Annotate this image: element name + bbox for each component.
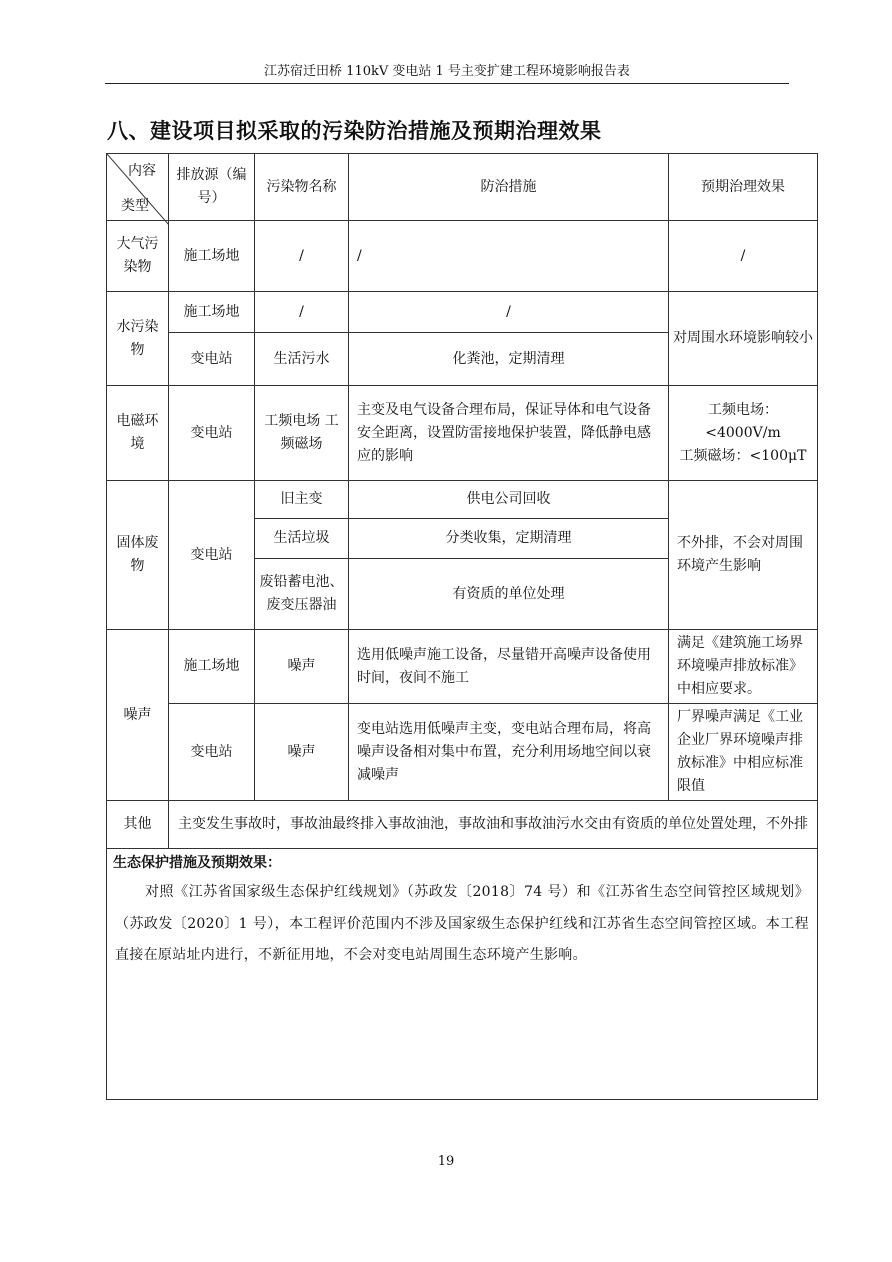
solid-measures-2: 分类收集，定期清理 xyxy=(349,519,669,559)
em-effect-line3: 工频磁场：<100μT xyxy=(679,447,807,464)
table-row-water-1 xyxy=(107,292,818,333)
em-effect-line1: 工频电场： xyxy=(708,401,778,418)
water-effect: 对周围水环境影响较小 xyxy=(669,292,818,386)
noise-pollutant-2: 噪声 xyxy=(255,704,349,801)
air-source: 施工场地 xyxy=(169,221,255,292)
other-text: 主变发生事故时，事故油最终排入事故油池，事故油和事故油污水交由有资质的单位处置处理，不外排 xyxy=(169,801,818,849)
solid-pollutant-3: 废铅蓄电池、废变压器油 xyxy=(255,559,349,630)
solid-source: 变电站 xyxy=(169,481,255,630)
water-pollutant-1: / xyxy=(255,292,349,333)
solid-pollutant-1: 旧主变 xyxy=(255,481,349,519)
header-source: 排放源（编号） xyxy=(169,154,255,221)
air-effect: / xyxy=(669,221,818,292)
em-measures: 主变及电气设备合理布局，保证导体和电气设备安全距离，设置防雷接地保护装置，降低静电感应的影响 xyxy=(349,386,669,481)
em-effect-line2: <4000V/m xyxy=(705,424,781,441)
table-row-air xyxy=(107,221,818,292)
water-source-1: 施工场地 xyxy=(169,292,255,333)
eco-body: 对照《江苏省国家级生态保护红线规划》（苏政发〔2018〕74 号）和《江苏省生态空间管控区域规划》（苏政发〔2020〕1 号），本工程评价范围内不涉及国家级生态保护红线和江苏省生态空间管控区域。本工程直接在原站址内进行，不新征用地，不会对变电站周围生态环境产生影响。 xyxy=(115,884,809,963)
em-pollutant: 工频电场 工频磁场 xyxy=(255,386,349,481)
table-row-other xyxy=(107,801,818,849)
header-measures: 防治措施 xyxy=(349,154,669,221)
water-pollutant-2: 生活污水 xyxy=(255,333,349,386)
eco-title: 生态保护措施及预期效果： xyxy=(113,855,281,871)
water-source-2: 变电站 xyxy=(169,333,255,386)
solid-pollutant-2: 生活垃圾 xyxy=(255,519,349,559)
water-measures-2: 化粪池，定期清理 xyxy=(349,333,669,386)
noise-effect-1: 满足《建筑施工场界环境噪声排放标准》中相应要求。 xyxy=(669,630,818,704)
type-water: 水污染物 xyxy=(107,292,169,386)
pollution-control-table xyxy=(106,153,818,1100)
header-pollutant: 污染物名称 xyxy=(255,154,349,221)
solid-measures-1: 供电公司回收 xyxy=(349,481,669,519)
noise-effect-2: 厂界噪声满足《工业企业厂界环境噪声排放标准》中相应标准限值 xyxy=(669,704,818,801)
air-pollutant: / xyxy=(255,221,349,292)
table-row-solid-1 xyxy=(107,481,818,519)
diag-header-content: 内容 xyxy=(128,163,156,179)
noise-pollutant-1: 噪声 xyxy=(255,630,349,704)
diag-header-type: 类型 xyxy=(121,198,149,214)
type-air: 大气污染物 xyxy=(107,221,169,292)
table-header-row xyxy=(107,154,818,221)
header-effect: 预期治理效果 xyxy=(669,154,818,221)
solid-measures-3: 有资质的单位处理 xyxy=(349,559,669,630)
page-number: 19 xyxy=(437,1154,455,1169)
em-effect xyxy=(669,386,818,481)
eco-cell xyxy=(107,849,818,1100)
table-row-noise-2 xyxy=(107,704,818,801)
solid-effect: 不外排，不会对周围环境产生影响 xyxy=(669,481,818,630)
air-measures: / xyxy=(349,221,669,292)
noise-source-2: 变电站 xyxy=(169,704,255,801)
noise-measures-2: 变电站选用低噪声主变，变电站合理布局，将高噪声设备相对集中布置，充分利用场地空间以衰减噪声 xyxy=(349,704,669,801)
diagonal-header-cell xyxy=(107,154,169,221)
table-row-noise-1 xyxy=(107,630,818,704)
type-noise: 噪声 xyxy=(107,630,169,801)
table-row-eco xyxy=(107,849,818,1100)
type-solid: 固体废物 xyxy=(107,481,169,630)
noise-source-1: 施工场地 xyxy=(169,630,255,704)
section-title: 八、建设项目拟采取的污染防治措施及预期治理效果 xyxy=(107,119,602,143)
type-other: 其他 xyxy=(107,801,169,849)
table-row-em xyxy=(107,386,818,481)
em-source: 变电站 xyxy=(169,386,255,481)
type-em: 电磁环境 xyxy=(107,386,169,481)
water-measures-1: / xyxy=(349,292,669,333)
noise-measures-1: 选用低噪声施工设备，尽量错开高噪声设备使用时间，夜间不施工 xyxy=(349,630,669,704)
page-header: 江苏宿迁田桥 110kV 变电站 1 号主变扩建工程环境影响报告表 xyxy=(105,62,789,84)
